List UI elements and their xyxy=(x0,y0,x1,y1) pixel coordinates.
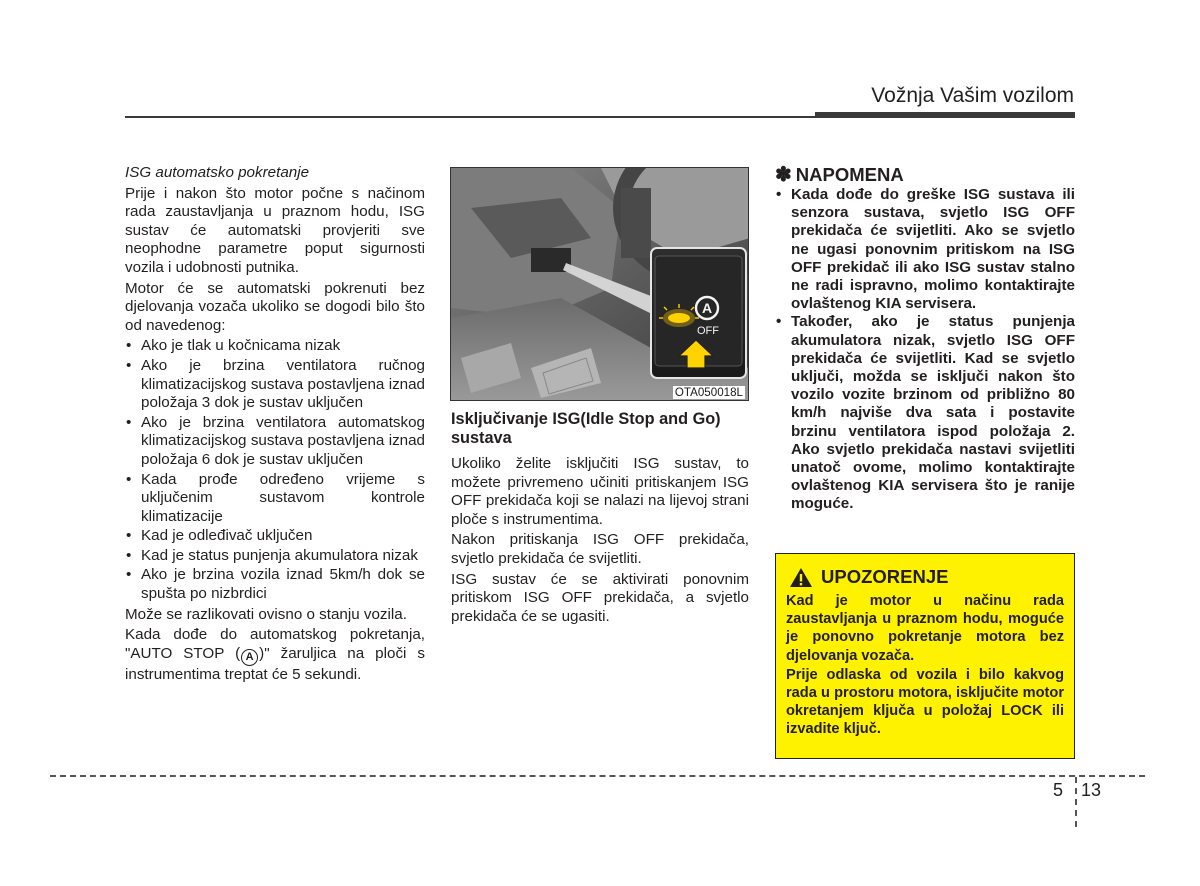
warning-paragraph: Kad je motor u načinu rada zaustavljanja u praznom hodu, moguće je ponovno pokretanje motora bez djelovanja vozača. xyxy=(786,593,1064,664)
condition-list xyxy=(125,337,425,603)
figure-caption: OTA050018L xyxy=(674,386,743,399)
paragraph: Nakon pritiskanja ISG OFF prekidača, svjetlo prekidača će svijetliti. xyxy=(451,531,749,567)
auto-stop-icon: A xyxy=(241,649,258,666)
subsection-heading: ISG automatsko pokretanje xyxy=(125,164,310,181)
column-right xyxy=(775,165,1075,514)
paragraph xyxy=(125,626,425,684)
list-item: • Kada prođe određeno vrijeme s uključenim sustavom kontrole klimatizacije xyxy=(125,471,425,527)
svg-text:A: A xyxy=(701,300,713,316)
section-number: 5 xyxy=(1053,780,1064,800)
footer-rule xyxy=(50,775,1145,777)
paragraph-text: Kada dođe do automatskog pokretanja, "AUTO STOP ( xyxy=(125,626,425,662)
warning-title: UPOZORENJE xyxy=(821,566,949,587)
warning-triangle-icon xyxy=(789,567,813,588)
warning-paragraph: Prije odlaska od vozila i bilo kakvog rada u prostoru motora, isključite motor okretanjem ključa u položaj LOCK ili izvadite ključ. xyxy=(786,666,1064,738)
chapter-title: Vožnja Vašim vozilom xyxy=(871,84,1074,107)
note-heading xyxy=(775,165,1075,185)
list-item: • Ako je brzina vozila iznad 5km/h dok se spušta po nizbrdici xyxy=(125,566,425,603)
isg-switch-photo xyxy=(450,167,749,401)
paragraph-text: )" žaruljica na ploči s instrumentima treptat će 5 sekundi. xyxy=(125,644,425,683)
list-item: • Ako je brzina ventilatora automatskog klimatizacijskog sustava postavljena iznad položaja 6 dok je sustav uključen xyxy=(125,414,425,470)
column-middle xyxy=(451,410,749,628)
note-title: NAPOMENA xyxy=(795,164,904,185)
header-rule-accent xyxy=(815,112,1075,118)
list-item: • Ako je brzina ventilatora ručnog klimatizacijskog sustava postavljena iznad položaja 3 dok je sustav uključen xyxy=(125,357,425,413)
svg-text:OFF: OFF xyxy=(697,325,719,337)
section-heading: Isključivanje ISG(Idle Stop and Go) sustava xyxy=(451,410,721,447)
note-item: • Kada dođe do greške ISG sustava ili senzora sustava, svjetlo ISG OFF prekidača će svijetliti. Ako se svjetlo ne ugasi ponovnim pritiskom na ISG OFF prekidač ili ako ISG sustav stalno ne radi ispravno, molimo kontaktirajte ovlaštenog KIA servisera. xyxy=(775,186,1075,313)
note-item: • Također, ako je status punjenja akumulatora nizak, svjetlo ISG OFF prekidača će svijetliti. Kad se svjetlo uključi, možda se isključi nakon što vozilo vozite brzinom od približno 80 km/h najviše dva sata i postavite brzinu ventilatora ispod položaja 2. Ako svjetlo prekidača nastavi svijetliti unatoč ovome, molimo kontaktirajte ovlaštenog KIA servisera što je ranije moguće. xyxy=(775,313,1075,513)
paragraph: ISG sustav će se aktivirati ponovnim pritiskom ISG OFF prekidača, a svjetlo prekidača će se ugasiti. xyxy=(451,570,749,625)
note-star-icon: ✽ xyxy=(775,164,792,186)
paragraph: Prije i nakon što motor počne s načinom rada zaustavljanja u praznom hodu, ISG sustav će automatski provjeriti sve neophodne parametre poput sigurnosti vozila i udobnosti putnika. xyxy=(125,184,425,276)
page-number: 13 xyxy=(1081,780,1102,800)
warning-heading xyxy=(789,566,1064,588)
note-list xyxy=(775,186,1075,514)
footer-divider xyxy=(1075,777,1077,827)
list-item: • Kad je status punjenja akumulatora nizak xyxy=(125,547,425,566)
header-rule xyxy=(125,116,815,118)
paragraph: Može se razlikovati ovisno o stanju vozila. xyxy=(125,605,407,623)
list-item: • Ako je tlak u kočnicama nizak xyxy=(125,337,425,356)
column-left xyxy=(125,164,425,686)
list-item: • Kad je odleđivač uključen xyxy=(125,527,425,546)
paragraph: Ukoliko želite isključiti ISG sustav, to možete privremeno učiniti pritiskanjem ISG OFF prekidača koji se nalazi na lijevoj strani ploče s instrumentima. xyxy=(451,455,749,528)
dashboard-illustration xyxy=(451,168,749,401)
warning-box xyxy=(775,553,1075,759)
paragraph: Motor će se automatski pokrenuti bez djelovanja vozača ukoliko se dogodi bilo što od navedenog: xyxy=(125,279,425,334)
